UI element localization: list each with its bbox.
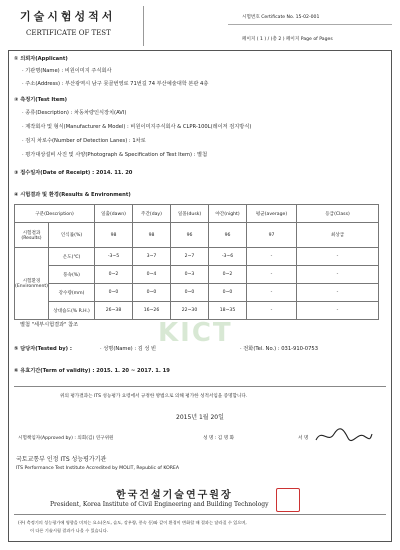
table-cell: - (247, 302, 297, 320)
table-cell: - (247, 284, 297, 302)
test-item-type: · 종류(Description) : 차동차량인식장치(AVI) (22, 110, 127, 116)
row-label: 강수량(mm) (49, 284, 95, 302)
ministry-ko: 국토교통부 인정 ITS 성능평가기관 (16, 456, 107, 463)
table-row (15, 284, 379, 302)
table-cell: 97 (247, 223, 297, 248)
test-item-maker: · 제작회사 및 형식(Manufacturer & Model) : 비원이미지주식회사 & CLPR-100L(레이저 검지방식) (22, 124, 252, 130)
header-rule (228, 24, 392, 25)
table-cell: 16~26 (133, 302, 171, 320)
tester-phone: · 전화(Tel. No.) : 031-910-0753 (240, 346, 318, 352)
certification-statement: 위의 평가결과는 ITS 성능평가 요령에서 규정한 방법으로 의해 평가한 성적서임을 증명합니다. (60, 394, 248, 399)
table-cell: - (297, 248, 379, 266)
footer-rule (14, 514, 386, 515)
table-row (15, 266, 379, 284)
header-divider (143, 6, 144, 46)
footer-note-2: 이 다른 기술시험 결과가 나올 수 있습니다. (30, 528, 109, 533)
row-label: 인식률(%) (49, 223, 95, 248)
table-cell: 18~35 (209, 302, 247, 320)
table-cell: 0~0 (95, 284, 133, 302)
results-table (14, 204, 379, 320)
table-cell: 0~3 (171, 266, 209, 284)
table-cell: 98 (95, 223, 133, 248)
approved-by: 시험책임자(Approved by) : 의회(김) 연구위원 (18, 436, 114, 441)
watermark: KICT (158, 318, 233, 348)
applicant-name: · 기관명(Name) : 비원이미지 주식회사 (22, 68, 112, 74)
table-cell: -3~5 (95, 248, 133, 266)
page-info: 페이지 ( 1 ) / (총 2 ) 페이지 Page of Pages (242, 37, 333, 42)
table-cell: 0~2 (95, 266, 133, 284)
header-cell: 야간(night) (209, 205, 247, 223)
table-cell: - (247, 266, 297, 284)
official-seal (276, 488, 300, 512)
results-heading: ④ 시험결과 및 환경(Results & Environment) (14, 192, 131, 198)
table-cell: 0~0 (171, 284, 209, 302)
row-label: 상대습도(% R.H.) (49, 302, 95, 320)
table-cell: - (297, 266, 379, 284)
table-cell: 0~0 (133, 284, 171, 302)
header-cell: 주간(day) (133, 205, 171, 223)
table-cell: 0~0 (209, 284, 247, 302)
table-cell: 96 (209, 223, 247, 248)
results-note: 별첨 "세부시험결과" 참조 (20, 322, 79, 328)
group-label: 시험결과 (Results) (15, 223, 49, 248)
table-cell: - (297, 302, 379, 320)
receipt-date: ③ 접수일자(Date of Receipt) : 2014. 11. 20 (14, 170, 133, 176)
issue-date: 2015년 1월 20일 (176, 414, 224, 421)
ministry-en: ITS Performance Test Institute Accredited by MOLIT, Republic of KOREA (16, 466, 179, 471)
header-cell: 평균(average) (247, 205, 297, 223)
certificate-number: 시험번호 Certificate No. 15-02-001 (242, 15, 320, 20)
tested-by-label: ⑤ 담당자(Tested by) : (14, 346, 72, 352)
table-cell: 22~30 (171, 302, 209, 320)
row-label: 풍속(%) (49, 266, 95, 284)
header-cell: 등급(Class) (297, 205, 379, 223)
header-cell: 일몰(dusk) (171, 205, 209, 223)
table-row (15, 248, 379, 266)
validity: ⑥ 유효기간(Term of validity) : 2015. 1. 20 ~ 2017. 1. 19 (14, 368, 170, 374)
footer-note-1: (주) 측정기의 성능평가에 영향을 미치는 요소(온도, 습도, 강우량, 풍속 등)와 같이 환경이 변화할 때 결과는 달라질 수 있으며, (18, 520, 247, 525)
president-en: President, Korea Institute of Civil Engineering and Building Technology (50, 501, 269, 508)
table-header-row (15, 205, 379, 223)
table-cell: 3~7 (133, 248, 171, 266)
group-label: 시험환경 (Environment) (15, 248, 49, 320)
table-cell: 2~7 (171, 248, 209, 266)
approver-name: 성 명 : 김 명 화 (203, 436, 235, 441)
test-item-lanes: · 검지 차로수(Number of Detection Lanes) : 1차로 (22, 138, 146, 144)
signature-label: 서 명 (298, 436, 309, 441)
table-cell: 최상급 (297, 223, 379, 248)
applicant-heading: ① 의뢰자(Applicant) (14, 56, 68, 62)
applicant-address: · 주소(Address) : 부산광역시 남구 못골번영로 71번길 74 부산예술대학 본관 4층 (22, 81, 209, 87)
table-cell: 0~2 (209, 266, 247, 284)
header-cell: 구분(Description) (15, 205, 95, 223)
table-row (15, 223, 379, 248)
table-cell: 96 (171, 223, 209, 248)
table-row (15, 302, 379, 320)
test-item-photo: · 평가대상설비 사진 및 사양(Photograph & Specification of Test Item) : 별첨 (22, 152, 208, 158)
table-cell: 26~38 (95, 302, 133, 320)
table-cell: -3~6 (209, 248, 247, 266)
tester-name: · 성명(Name) : 김 성 빈 (100, 346, 157, 352)
title-korean: 기술시험성적서 (20, 10, 116, 23)
row-label: 온도(℃) (49, 248, 95, 266)
header-cell: 일출(dawn) (95, 205, 133, 223)
table-cell: 0~4 (133, 266, 171, 284)
table-cell: - (247, 248, 297, 266)
section-divider (14, 386, 386, 387)
president-ko: 한국건설기술연구원장 (116, 490, 233, 501)
table-cell: 98 (133, 223, 171, 248)
signature-mark (314, 426, 374, 446)
title-english: CERTIFICATE OF TEST (26, 29, 111, 37)
table-cell: - (297, 284, 379, 302)
test-item-heading: ② 측정기(Test Item) (14, 97, 68, 103)
